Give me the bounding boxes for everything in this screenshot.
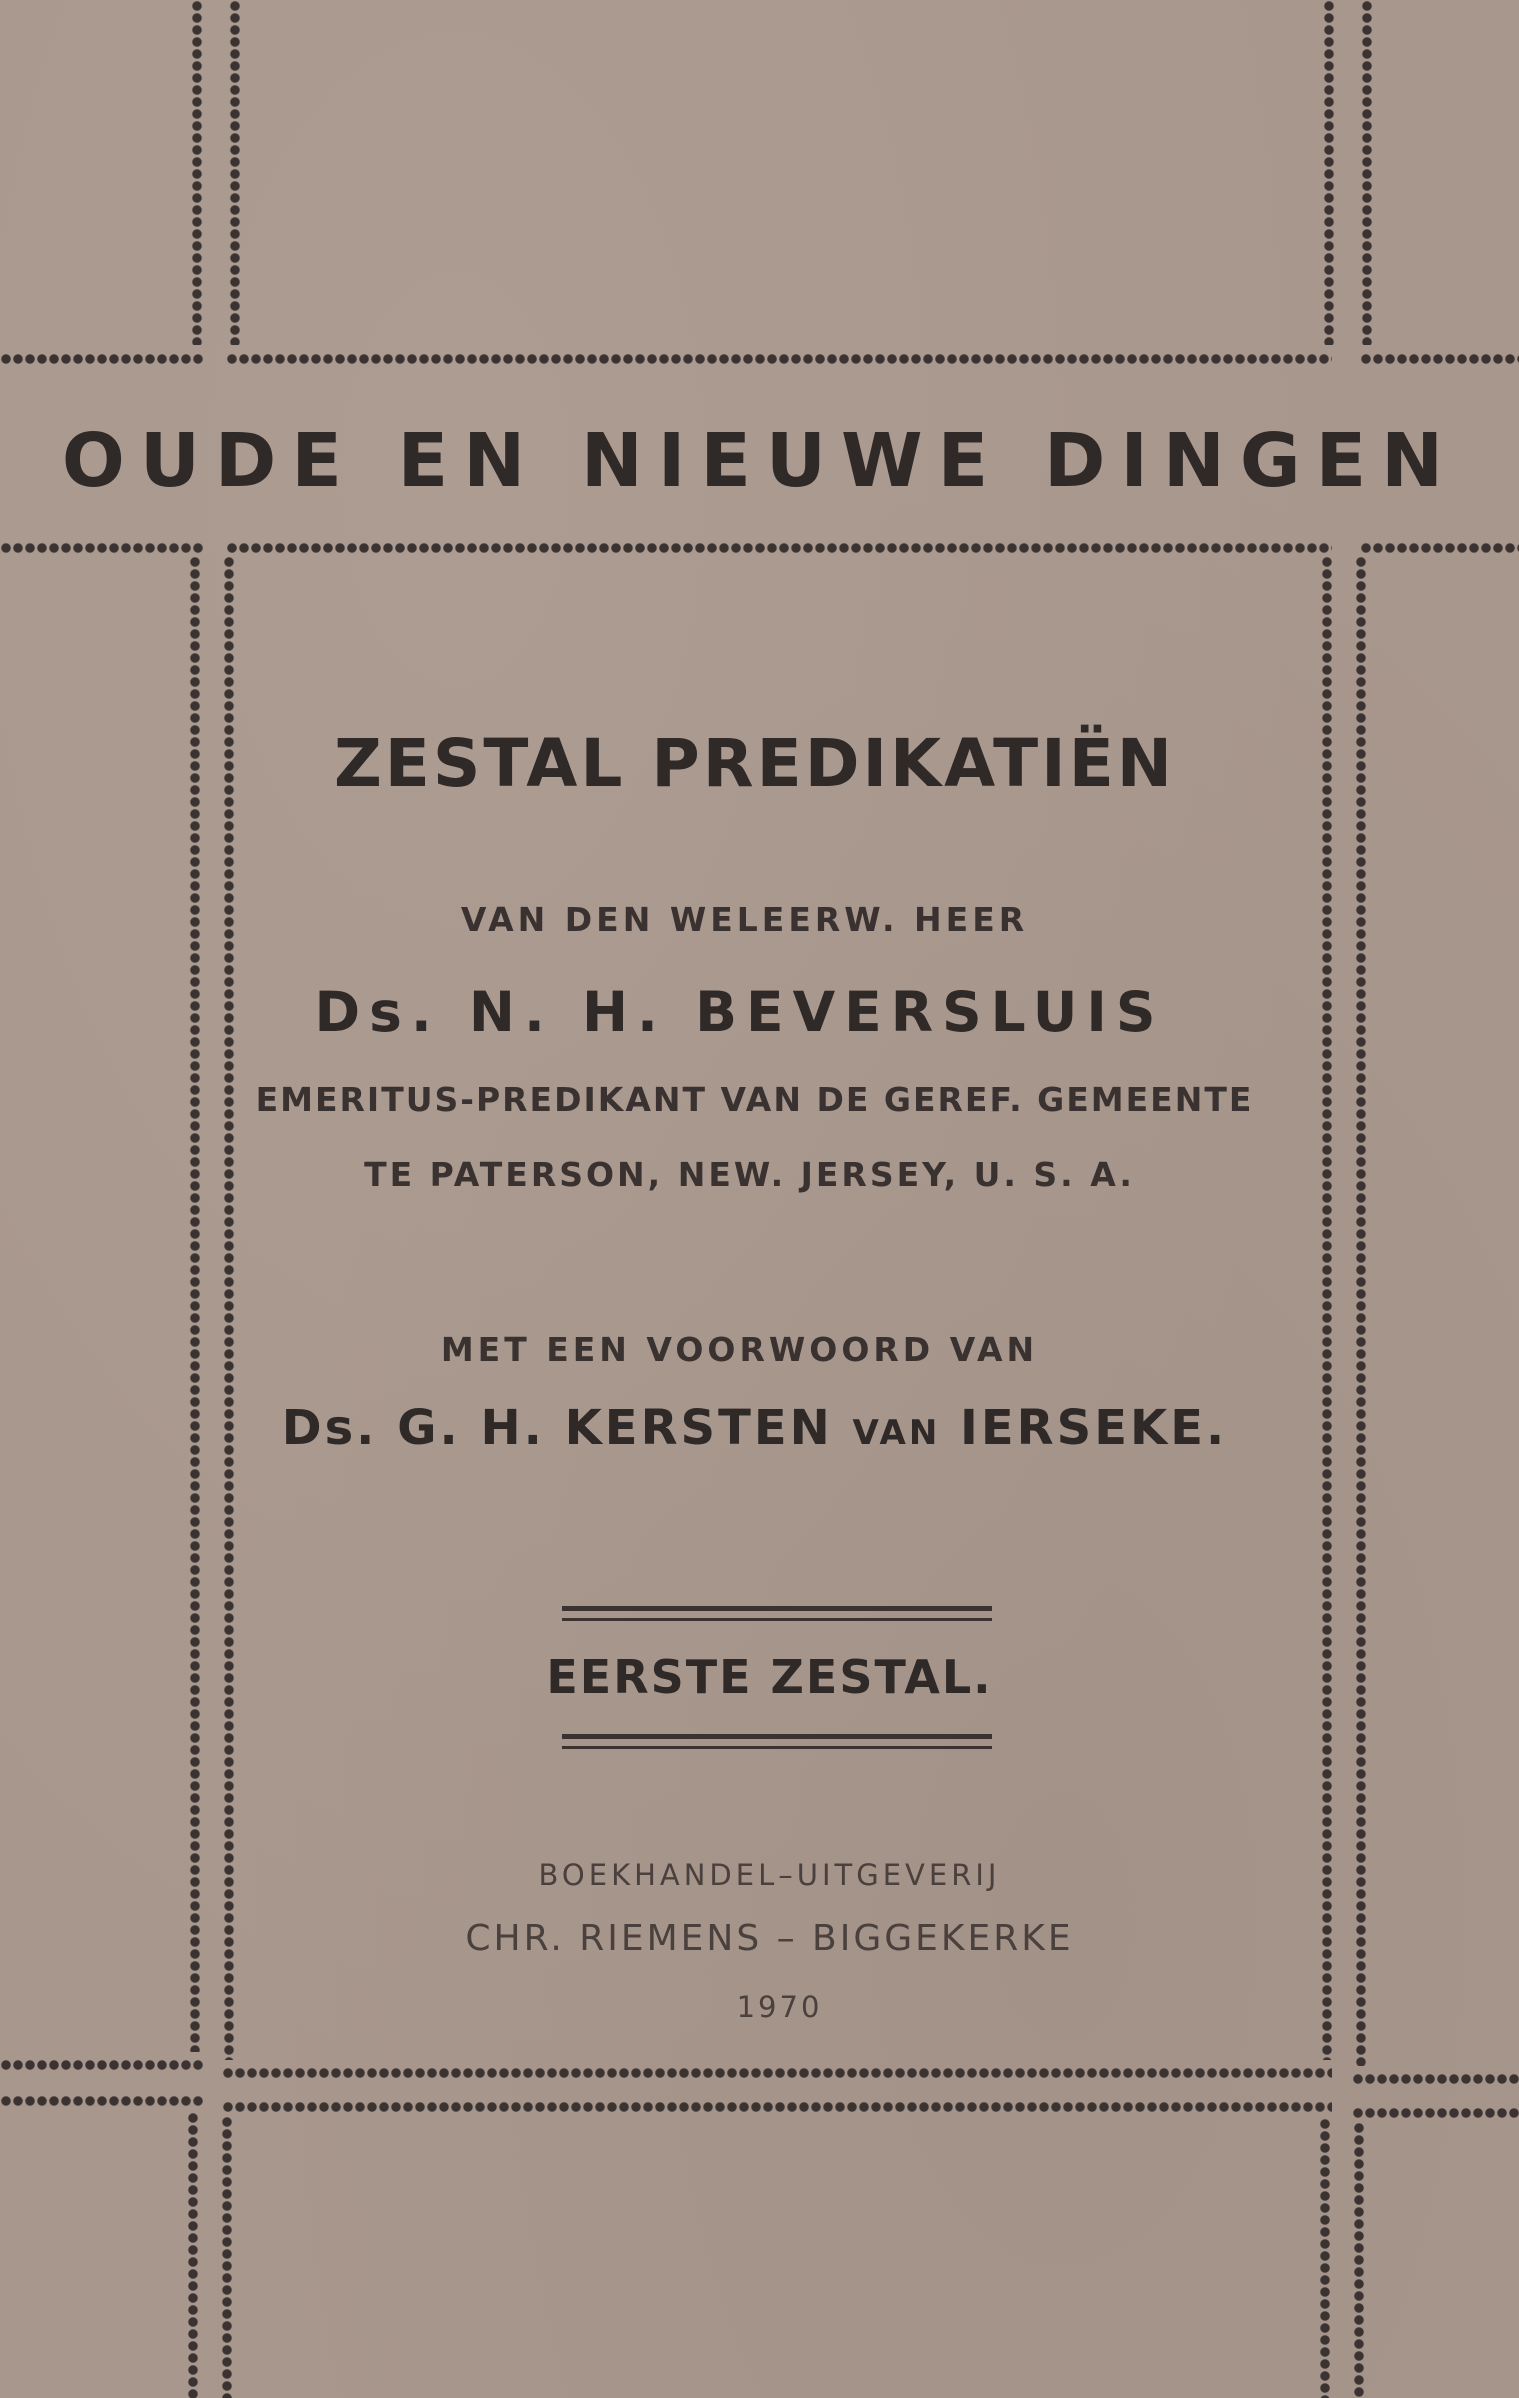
publisher-line-1: BOEKHANDEL–UITGEVERIJ [538,1858,1001,1892]
by-line: VAN DEN WELEERW. HEER [460,900,1029,939]
border-right-inner-bottom [1318,2118,1332,2398]
border-bottom-left [0,2094,205,2108]
volume-label: EERSTE ZESTAL. [546,1650,993,1704]
foreword-author-place: IERSEKE. [960,1400,1228,1456]
border-right-inner-top [1322,0,1336,345]
publication-year: 1970 [736,1990,823,2024]
border-left-inner-top [228,0,242,345]
divider-bottom [562,1734,992,1749]
border-lower-middle [222,2066,1332,2080]
border-bottom-right [1352,2106,1519,2120]
border-left-inner-bottom [220,2116,234,2398]
border-bottom-middle [222,2100,1332,2114]
border-top-left [0,352,205,366]
border-right-outer-top [1360,0,1374,345]
border-left-outer-bottom [186,2112,200,2398]
author-name: Ds. N. H. BEVERSLUIS [314,980,1165,1044]
border-title-bottom-middle [226,541,1332,555]
border-top-middle [226,352,1332,366]
border-title-bottom-left [0,541,205,555]
border-title-bottom-right [1360,541,1519,555]
foreword-line: MET EEN VOORWOORD VAN [440,1330,1039,1369]
divider-top [562,1606,992,1621]
series-title: OUDE EN NIEUWE DINGEN [61,418,1459,504]
foreword-author-name: Ds. G. H. KERSTEN [281,1400,833,1456]
border-left-outer-top [190,0,204,345]
author-place: TE PATERSON, NEW. JERSEY, U. S. A. [364,1155,1135,1194]
publisher-line-2: CHR. RIEMENS – BIGGEKERKE [465,1918,1074,1959]
border-lower-right [1352,2072,1519,2086]
border-top-right [1360,352,1519,366]
book-title: ZESTAL PREDIKATIËN [333,725,1176,802]
foreword-author-van: VAN [852,1413,941,1453]
border-lower-left [0,2058,205,2072]
border-right-outer-bottom [1352,2122,1366,2398]
author-title: EMERITUS-PREDIKANT VAN DE GEREF. GEMEENTE [255,1080,1254,1119]
foreword-author [0,1400,1514,1456]
